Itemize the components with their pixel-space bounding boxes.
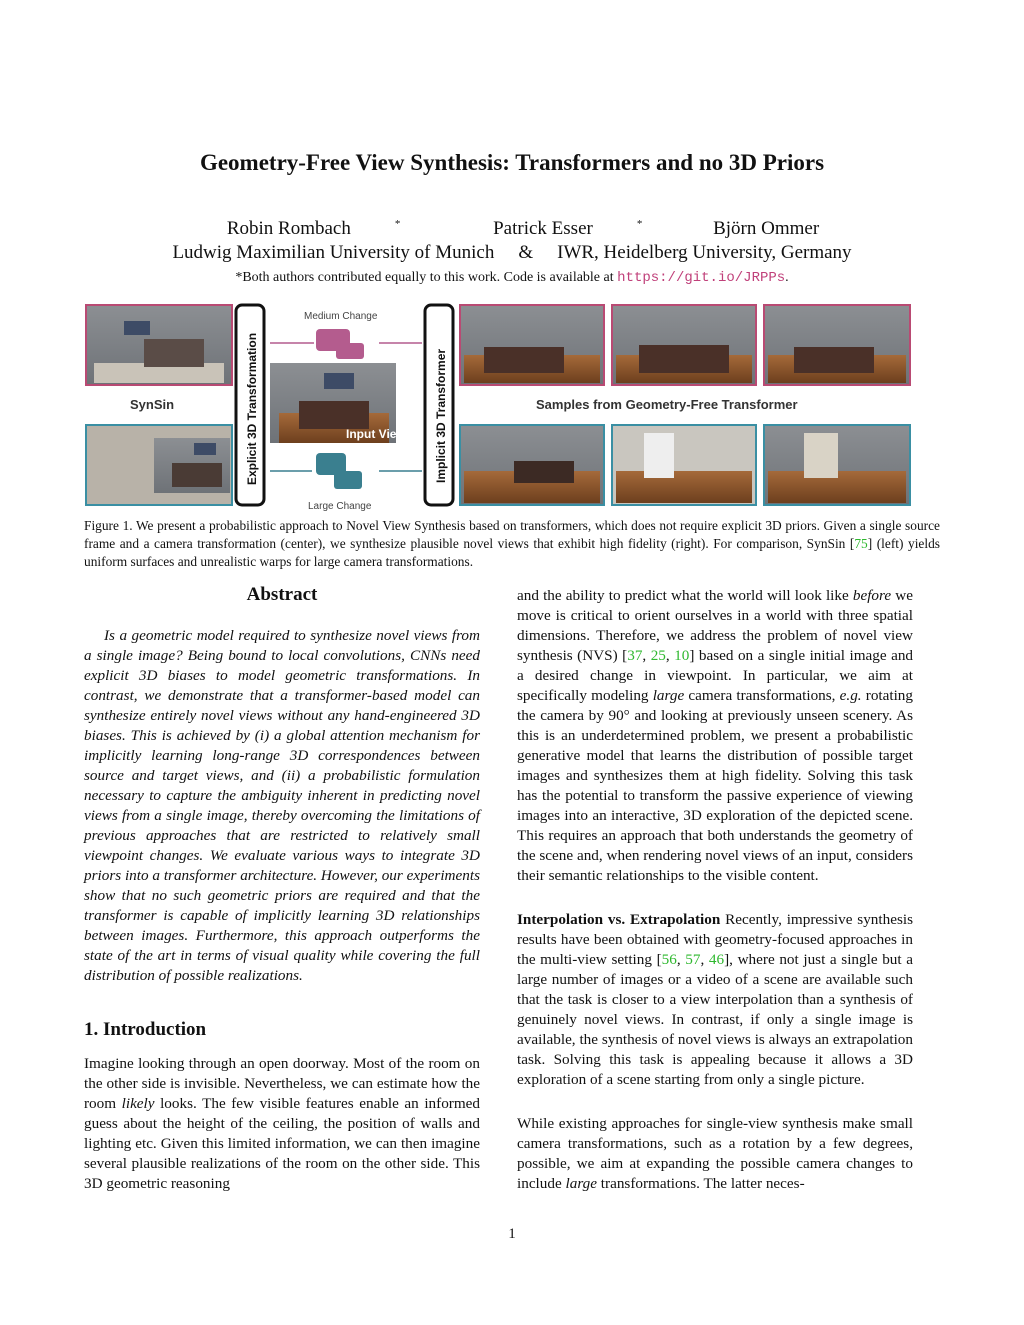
camera-large-icon [316,453,362,489]
interpolation-paragraph: Interpolation vs. Extrapolation Recently, impressive synthesis results have been obtained with geometry-focused approaches in the multi-view setting [56, 57, 46], where not just a single but a large number of images or a video of a scene are available such that the task is closer to a view interpolation than a synthesis of genuinely novel views. In contrast, if only a single image is available, the synthesis of novel views is always an extrapolation task. Solving this task is appealing because it allows a 3D exploration of a scene starting from only a single picture. [517,911,913,1088]
author-name: Robin Rombach * [226,218,401,240]
intro-paragraph: Imagine looking through an open doorway. Most of the room on the other side is invisible. Nevertheless, we can estimate how the room likely looks. The few visible features enable an informed guess about the height of the ceiling, the position of walls and lighting etc. Given this limited information, we can then imagine several plausible realizations of the room on the other side. This 3D geometric reasoning [84,1055,480,1192]
large-change-label: Large Change [308,501,372,512]
sample-image [460,425,604,505]
sample-image [460,305,604,385]
author-list [0,218,1024,240]
intro-heading: 1. Introduction [84,1019,207,1040]
affiliations: Ludwig Maximilian University of Munich & IWR, Heidelberg University, Germany [172,242,852,263]
explicit-label: Explicit 3D Transformation [245,332,259,485]
contribution-note: *Both authors contributed equally to this work. Code is available at https://git.io/JRPPs. [235,270,789,286]
paper-title: Geometry-Free View Synthesis: Transformers and no 3D Priors [199,150,825,175]
citation-link[interactable]: 75 [854,536,868,551]
author-name: Patrick Esser * [493,218,643,240]
synsin-image-top [86,305,232,385]
input-view-label: Input View [346,427,406,441]
single-view-paragraph: While existing approaches for single-view synthesis make small camera transformations, such as a rotation by a few degrees, possible, we aim at expanding the possible camera changes to include large transformations. The latter neces- [517,1115,913,1192]
figure-caption: Figure 1. We present a probabilistic approach to Novel View Synthesis based on transformers, which does not require explicit 3D priors. Given a single source frame and a camera transformation (center), we synthesize plausible novel views that exhibit high fidelity (right). For comparison, SynSin [75] (left) yields uniform surfaces and unrealistic warps for large camera transformations. [84,518,940,569]
sample-image [612,305,756,385]
code-link[interactable]: https://git.io/JRPPs [617,270,786,286]
medium-change-label: Medium Change [304,311,378,322]
intro-paragraph-continued: and the ability to predict what the world will look like before we move is critical to orient ourselves in a world with three spatial dimensions. Therefore, we address the problem of novel view synthesis (NVS) [37, 25, 10] based on a single initial image and a desired change in viewpoint. In particular, we aim at specifically modeling large camera transformations, e.g. rotating the camera by 90° and looking at previously unseen scenery. As this is an underdetermined problem, we present a probabilistic generative model that learns the distribution of possible target images and synthesizes them at high fidelity. Solving this task has the potential to transform the passive experience of viewing images into an interactive, 3D exploration of the depicted scene. This requires an approach that both understands the geometry of the scene and, when rendering novel views of an input, considers their semantic relationships to the visible content. [517,587,914,884]
synsin-label: SynSin [130,397,175,412]
sample-image [612,425,756,505]
page-number: 1 [508,1226,516,1242]
abstract-text: Is a geometric model required to synthesize novel views from a single image? Being bound to local convolutions, CNNs need explicit 3D biases to model geometric transformations. In contrast, we demonstrate that a transformer-based model can synthesize entirely novel views without any hand-engineered 3D biases. This is achieved by (i) a global attention mechanism for implicitly learning long-range 3D correspondences between source and target views, and (ii) a probabilistic formulation necessary to capture the ambiguity inherent in predicting novel views from a single image, thereby overcoming the limitations of previous approaches that are restricted to relatively small viewpoint changes. We evaluate various ways to integrate 3D priors into a transformer architecture. However, our experiments show that no such geometric priors are required and that the transformer is capable of implicitly learning 3D relationships between images. Furthermore, this approach outperforms the state of the art in terms of visual quality while covering the full distribution of possible realizations. [84,627,480,984]
synsin-image-bottom [86,425,232,505]
camera-medium-icon [316,329,364,359]
samples-label: Samples from Geometry-Free Transformer [536,397,798,412]
sample-image [764,425,910,505]
abstract-heading: Abstract [246,584,318,605]
implicit-label: Implicit 3D Transformer [434,348,448,483]
sample-image [764,305,910,385]
author-name: Björn Ommer [713,218,820,240]
figure-1 [84,303,914,513]
